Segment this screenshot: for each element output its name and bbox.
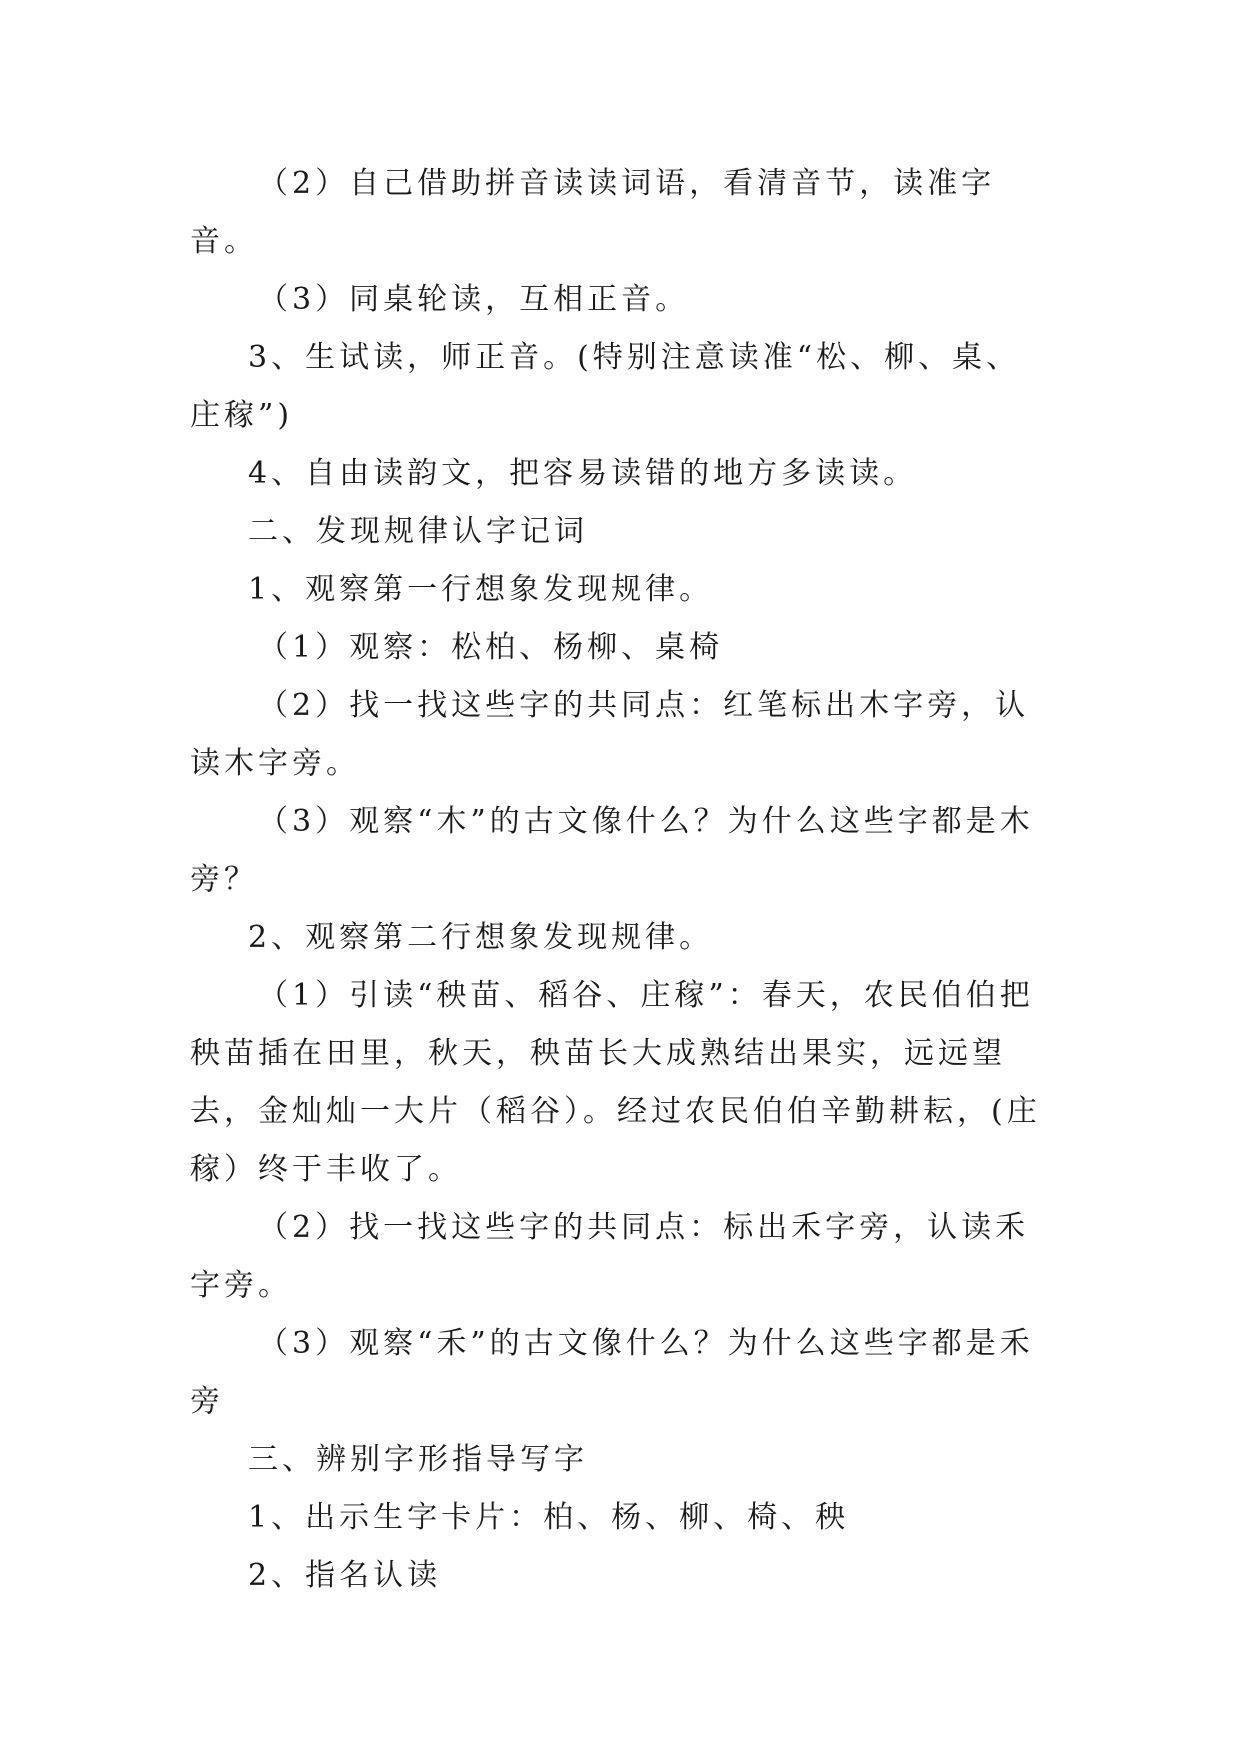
paragraph: （3）同桌轮读，互相正音。	[258, 282, 690, 317]
paragraph: 2、指名认读	[248, 1558, 442, 1593]
paragraph: （1）观察：松柏、杨柳、桌椅	[258, 630, 724, 665]
paragraph: （3）观察“禾”的古文像什么？为什么这些字都是禾旁	[190, 1326, 1034, 1419]
paragraph: 2、观察第二行想象发现规律。	[248, 920, 714, 955]
paragraph: （2）找一找这些字的共同点：红笔标出木字旁，认读木字旁。	[190, 688, 1030, 781]
document-body	[190, 155, 1050, 1605]
section-heading: 二、发现规律认字记词	[248, 514, 588, 549]
section-heading: 三、辨别字形指导写字	[248, 1442, 588, 1477]
paragraph: 3、生试读，师正音。(特别注意读准“松、柳、桌、庄稼”)	[190, 340, 1021, 433]
paragraph: （1）引读“秧苗、稻谷、庄稼”：春天，农民伯伯把秧苗插在田里，秋天，秧苗长大成熟结出果实，远远望去，金灿灿一大片（稻谷）。经过农民伯伯辛勤耕耘，(庄稼）终于丰收了。	[190, 978, 1041, 1187]
paragraph: （2）自己借助拼音读读词语，看清音节，读准字音。	[190, 166, 996, 259]
paragraph: （2）找一找这些字的共同点：标出禾字旁，认读禾字旁。	[190, 1210, 1030, 1303]
paragraph: 1、出示生字卡片：柏、杨、柳、椅、秧	[248, 1500, 850, 1535]
paragraph: （3）观察“木”的古文像什么？为什么这些字都是木旁？	[190, 804, 1034, 897]
paragraph: 4、自由读韵文，把容易读错的地方多读读。	[248, 456, 918, 491]
paragraph: 1、观察第一行想象发现规律。	[248, 572, 714, 607]
